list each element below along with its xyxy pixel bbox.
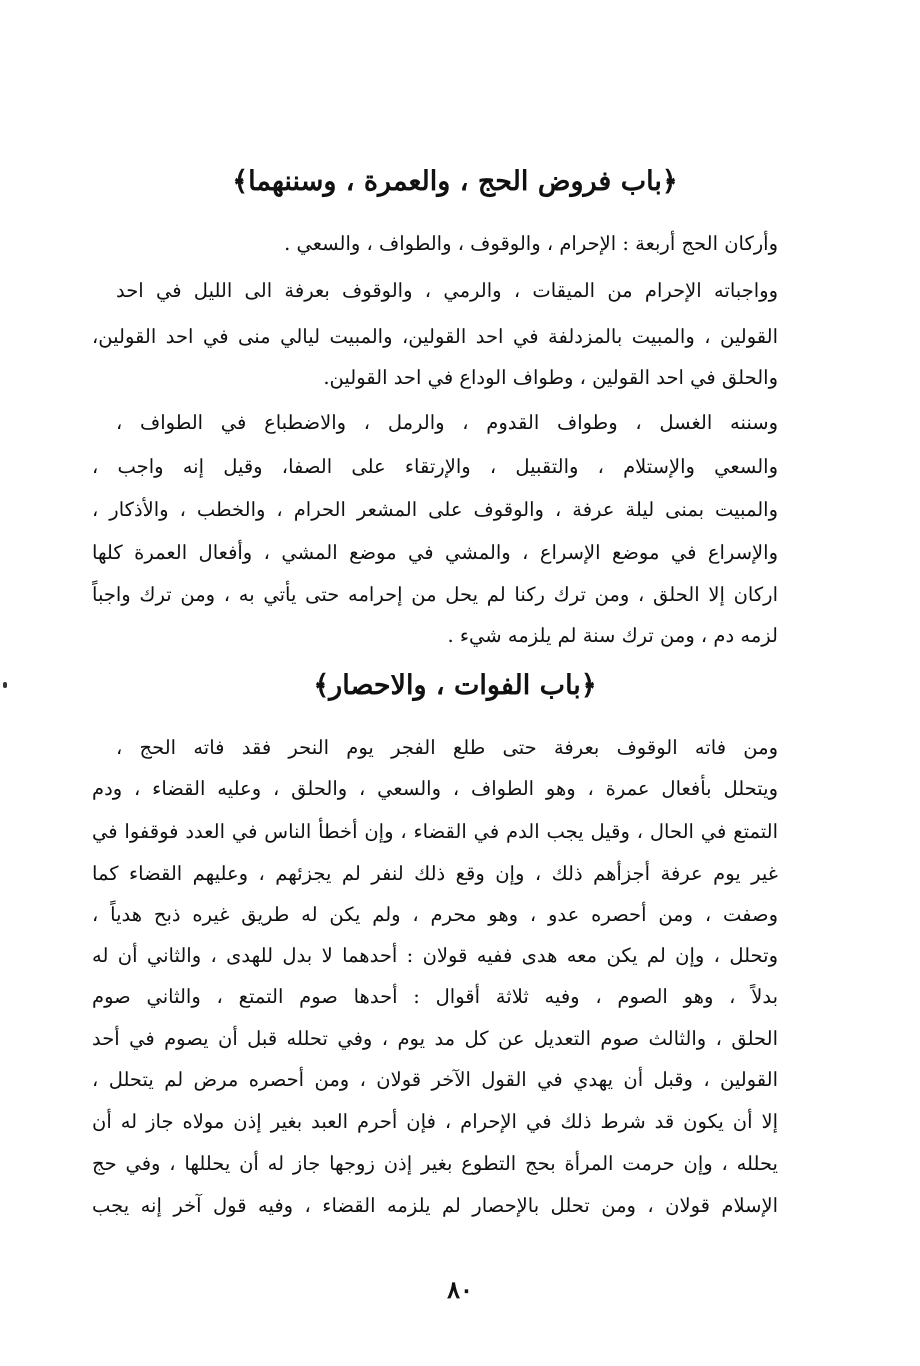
paragraph-line: لزمه دم ، ومن ترك سنة لم يلزمه شيء . (447, 624, 778, 647)
paragraph-line: وتحلل ، وإن لم يكن معه هدى ففيه قولان : أحدهما لا بدل للهدى ، والثاني أن له (92, 944, 778, 967)
section-heading-fawat-ihsar: ﴿باب الفوات ، والاحصار﴾ (313, 670, 597, 701)
paragraph-line: القولين ، والمبيت بالمزدلفة في احد القولين، والمبيت ليالي منى في احد القولين، (92, 325, 778, 348)
paragraph-line: والسعي والإستلام ، والتقبيل ، والإرتقاء على الصفا، وقيل إنه واجب ، (92, 455, 778, 478)
paragraph-line: اركان إلا الحلق ، ومن ترك ركنا لم يحل من إحرامه حتى يأتي به ، ومن ترك واجباً (92, 583, 778, 606)
paragraph-line: وواجباته الإحرام من الميقات ، والرمي ، والوقوف بعرفة الى الليل في احد (116, 279, 778, 302)
paragraph-line: والمبيت بمنى ليلة عرفة ، والوقوف على المشعر الحرام ، والخطب ، والأذكار ، (92, 498, 778, 521)
paragraph-line: وأركان الحج أربعة : الإحرام ، والوقوف ، والطواف ، والسعي . (284, 232, 778, 255)
section-heading-fard-hajj: ﴿باب فروض الحج ، والعمرة ، وسننهما﴾ (232, 166, 678, 197)
paragraph-line: الحلق ، والثالث صوم التعديل عن كل مد يوم ، وفي تحلله قبل أن يصوم في أحد (92, 1027, 778, 1050)
page-number: ٨٠ (447, 1275, 473, 1304)
paragraph-line: التمتع في الحال ، وقيل يجب الدم في القضاء ، وإن أخطأ الناس في العدد فوقفوا في (92, 820, 778, 843)
paragraph-line: الإسلام قولان ، ومن تحلل بالإحصار لم يلزمه القضاء ، وفيه قول آخر إنه يجب (92, 1194, 778, 1217)
paragraph-line: وسننه الغسل ، وطواف القدوم ، والرمل ، والاضطباع في الطواف ، (116, 411, 778, 434)
paragraph-line: ومن فاته الوقوف بعرفة حتى طلع الفجر يوم النحر فقد فاته الحج ، (116, 736, 778, 759)
paragraph-line: بدلاً ، وهو الصوم ، وفيه ثلاثة أقوال : أحدها صوم التمتع ، والثاني صوم (92, 985, 778, 1008)
paragraph-line: والحلق في احد القولين ، وطواف الوداع في احد القولين. (323, 366, 778, 389)
paragraph-line: وصفت ، ومن أحصره عدو ، وهو محرم ، ولم يكن له طريق غيره ذبح هدياً ، (92, 903, 778, 926)
paragraph-line: والإسراع في موضع الإسراع ، والمشي في موضع المشي ، وأفعال العمرة كلها (92, 541, 778, 564)
scan-speck (3, 682, 7, 688)
paragraph-line: ويتحلل بأفعال عمرة ، وهو الطواف ، والسعي ، والحلق ، وعليه القضاء ، ودم (92, 777, 778, 800)
paragraph-line: غير يوم عرفة أجزأهم ذلك ، وإن وقع ذلك لنفر لم يجزئهم ، وعليهم القضاء كما (92, 862, 778, 885)
paragraph-line: يحلله ، وإن حرمت المرأة بحج التطوع بغير إذن زوجها جاز له أن يحللها ، وفي حج (92, 1152, 778, 1175)
paragraph-line: القولين ، وقبل أن يهدي في القول الآخر قولان ، ومن أحصره مرض لم يتحلل ، (92, 1068, 778, 1091)
paragraph-line: إلا أن يكون قد شرط ذلك في الإحرام ، فإن أحرم العبد بغير إذن مولاه جاز له أن (92, 1110, 778, 1133)
